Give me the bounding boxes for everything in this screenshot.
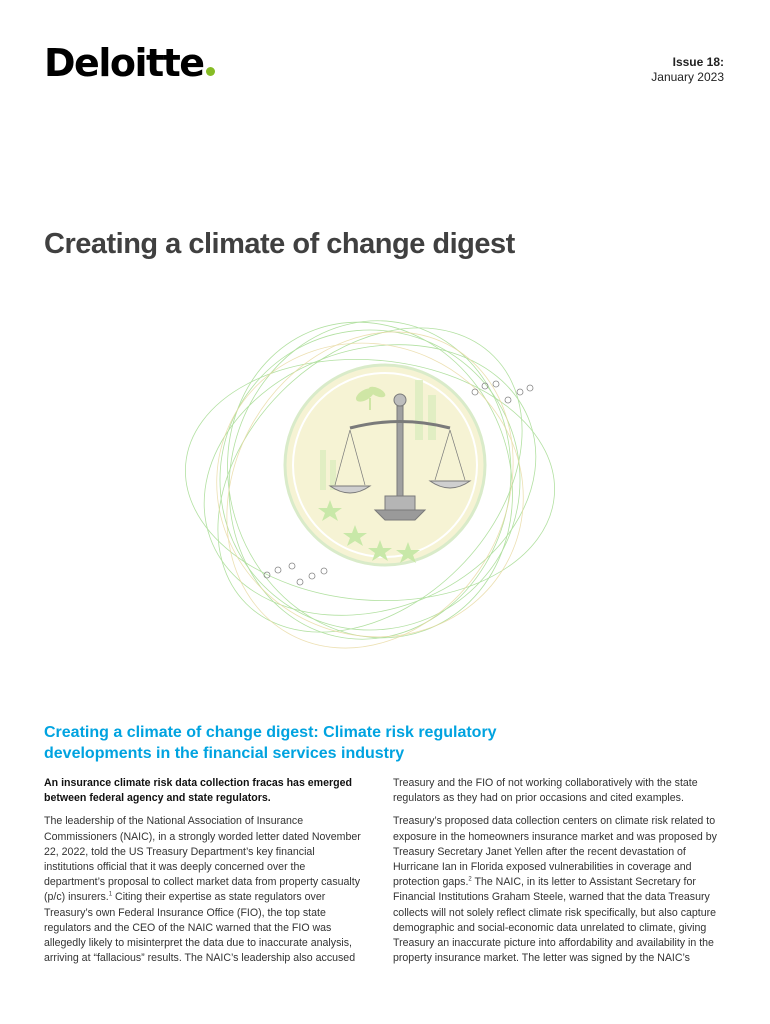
section-subtitle: Creating a climate of change digest: Climate risk regulatory developments in the financial services industry [44, 724, 497, 762]
lead-paragraph: An insurance climate risk data collection fracas has emerged between federal agency and state regulators. [44, 777, 352, 805]
deloitte-logo [44, 41, 215, 85]
body-paragraph [44, 814, 367, 966]
issue-info [651, 55, 724, 85]
logo-green-dot [206, 67, 215, 76]
hero-illustration [170, 300, 570, 670]
left-column [44, 776, 367, 974]
body-paragraph: Treasury and the FIO of not working collaboratively with the state regulators as they had on prior occasions and cited examples. [393, 777, 698, 805]
logo-wordmark: Deloitte [44, 41, 204, 85]
text-span: Treasury’s proposed data collection centers on climate risk related to exposure in the homeowners insurance market and was proposed by Treasury Secretary Janet Yellen after the recent devastation of Hurricane Ian in Florida exposed vulnerabilities in coverage and protection gaps. [393, 815, 717, 889]
text-span: Citing their expertise as state regulators over Treasury’s own Federal Insurance Office (FIO), the top state regulators and the CEO of the NAIC warned that the FIO was allegedly likely to misinterpret the data due to inaccurate analysis, arriving at “fallacious” results. The NAIC’s leadership also accused [44, 891, 356, 965]
issue-number: Issue 18: [672, 55, 724, 69]
balance-scale-icon [170, 300, 570, 670]
footnote-marker: 1 [108, 891, 113, 898]
issue-date: January 2023 [651, 70, 724, 84]
page-title: Creating a climate of change digest [44, 228, 515, 260]
text-span: The leadership of the National Association of Insurance Commissioners (NAIC), in a strongly worded letter dated November 22, 2022, told the US Treasury Department’s key financial institutions official that it was deeply concerned over the department’s proposal to collect market data from property casualty (p/c) insurers. [44, 815, 361, 904]
right-column [393, 776, 726, 974]
text-span: The NAIC, in its letter to Assistant Secretary for Financial Institutions Graham Steele, warned that the data Treasury collects will not solely reflect climate risk specifically, but also capture demographic and social-economic data unrelated to climate, giving Treasury an inaccurate picture into affordability and availability in the property insurance market. The letter was signed by the NAIC’s [393, 876, 717, 965]
body-paragraph [393, 814, 726, 966]
footnote-marker: 2 [468, 876, 472, 883]
